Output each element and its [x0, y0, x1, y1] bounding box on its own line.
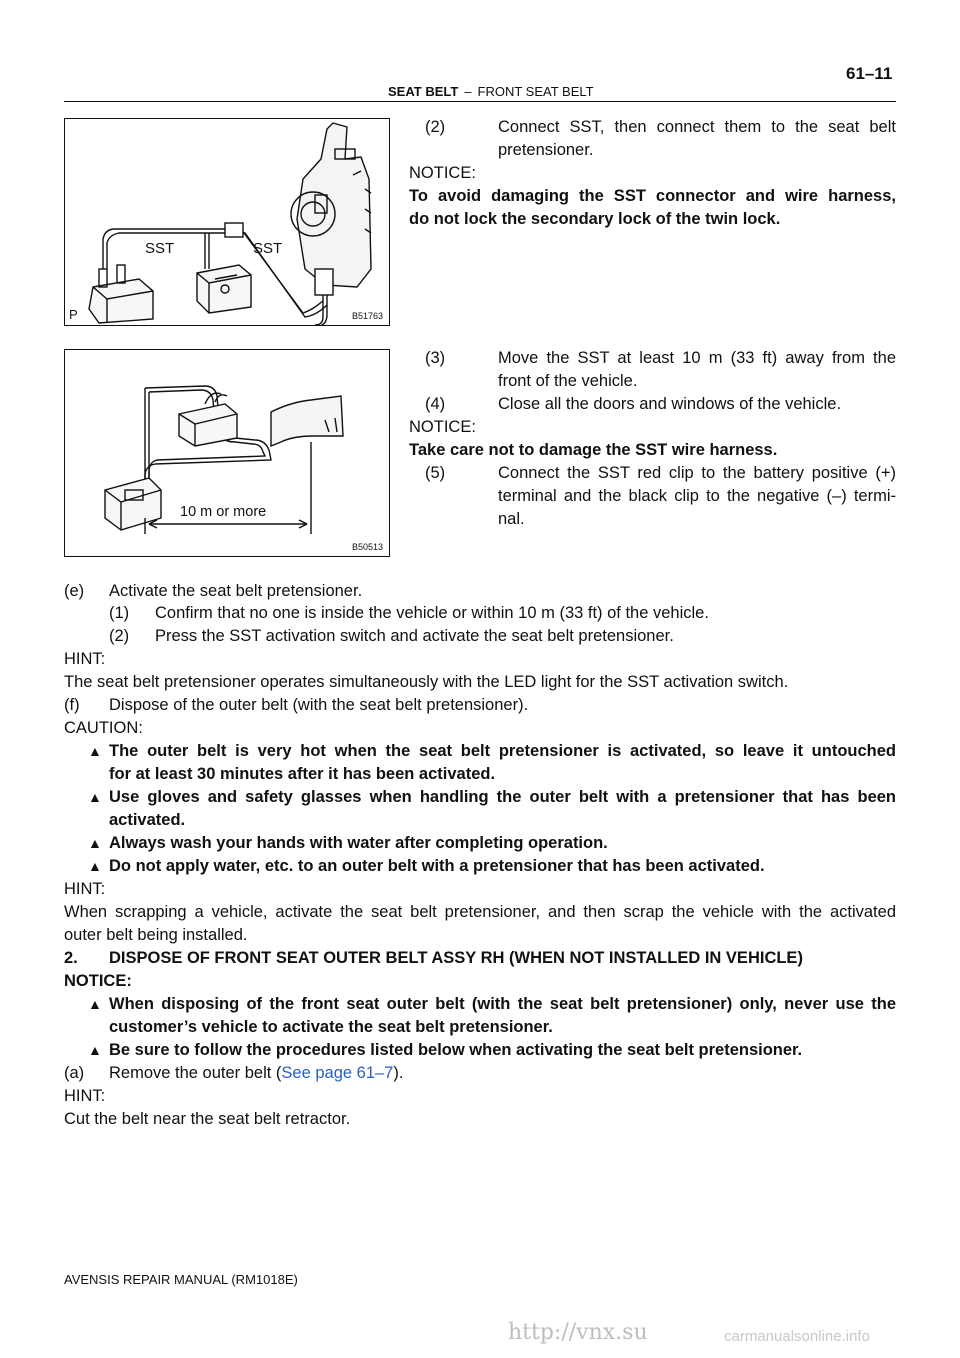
- step-f-number: (f): [64, 696, 80, 714]
- subsection-title: FRONT SEAT BELT: [477, 84, 594, 99]
- hint-2-line-2: outer belt being installed.: [64, 926, 248, 944]
- step-a-text-pre: Remove the outer belt (: [109, 1064, 282, 1082]
- notice-bullet-1-icon: ▲: [88, 996, 102, 1012]
- figure-code-2: B50513: [352, 542, 384, 552]
- notice-1-label: NOTICE:: [409, 164, 476, 182]
- watermark-site: carmanualsonline.info: [724, 1328, 870, 1345]
- step-a-number: (a): [64, 1064, 85, 1082]
- caution-3-text: Always wash your hands with water after completing operation.: [109, 834, 608, 852]
- see-page-link[interactable]: See page 61–7: [281, 1064, 394, 1082]
- header-separator: –: [464, 84, 472, 99]
- notice-3-bullet-1-line-2: customer’s vehicle to activate the seat belt pretensioner.: [109, 1018, 553, 1036]
- figure-sst-connection: [64, 118, 390, 326]
- caution-bullet-1-icon: ▲: [88, 743, 102, 759]
- hint-3-label: HINT:: [64, 1087, 106, 1105]
- step-a-text-post: ).: [393, 1064, 404, 1082]
- step-3-number: (3): [425, 349, 446, 367]
- hint-1-text: The seat belt pretensioner operates simultaneously with the LED light for the SST activation switch.: [64, 673, 789, 691]
- hint-1-label: HINT:: [64, 650, 106, 668]
- step-5-line-2: terminal and the black clip to the negative (–) termi-: [498, 487, 896, 505]
- section-title: SEAT BELT: [388, 84, 459, 99]
- caution-4-text: Do not apply water, etc. to an outer belt with a pretensioner that has been activated.: [109, 857, 765, 875]
- step-e2-number: (2): [109, 627, 130, 645]
- caution-1-line-1: The outer belt is very hot when the seat belt pretensioner is activated, so leave it untouched: [109, 742, 896, 760]
- caution-bullet-3-icon: ▲: [88, 835, 102, 851]
- page-number: 61–11: [846, 64, 893, 83]
- notice-1-line-2: do not lock the secondary lock of the twin lock.: [409, 210, 781, 228]
- step-4-text: Close all the doors and windows of the vehicle.: [498, 395, 842, 413]
- step-f-text: Dispose of the outer belt (with the seat belt pretensioner).: [109, 696, 529, 714]
- sst-distance-illustration: [65, 350, 389, 556]
- caution-2-line-1: Use gloves and safety glasses when handling the outer belt with a pretensioner that has been: [109, 788, 896, 806]
- step-5-number: (5): [425, 464, 446, 482]
- sst-connection-illustration: [65, 119, 389, 325]
- step-3-line-2: front of the vehicle.: [498, 372, 638, 390]
- caution-label: CAUTION:: [64, 719, 143, 737]
- watermark-link[interactable]: http://vnx.su: [508, 1320, 648, 1345]
- notice-3-bullet-2: Be sure to follow the procedures listed below when activating the seat belt pretensioner.: [109, 1041, 803, 1059]
- step-4-number: (4): [425, 395, 446, 413]
- caution-bullet-4-icon: ▲: [88, 858, 102, 874]
- notice-3-bullet-1-line-1: When disposing of the front seat outer belt (with the seat belt pretensioner) only, never use the: [109, 995, 896, 1013]
- distance-label: 10 m or more: [180, 504, 267, 520]
- caution-2-line-2: activated.: [109, 811, 186, 829]
- step-3-line-1: Move the SST at least 10 m (33 ft) away from the: [498, 349, 896, 367]
- step-5-line-3: nal.: [498, 510, 525, 528]
- figure-corner-mark: P: [69, 307, 78, 322]
- step-e1-text: Confirm that no one is inside the vehicle or within 10 m (33 ft) of the vehicle.: [155, 604, 709, 622]
- footer-manual-title: AVENSIS REPAIR MANUAL (RM1018E): [64, 1272, 298, 1287]
- notice-3-label: NOTICE:: [64, 972, 132, 990]
- step-e2-text: Press the SST activation switch and activate the seat belt pretensioner.: [155, 627, 674, 645]
- hint-3-text: Cut the belt near the seat belt retractor.: [64, 1110, 351, 1128]
- sst-label-left: SST: [145, 240, 175, 257]
- notice-2-text: Take care not to damage the SST wire harness.: [409, 441, 778, 459]
- step-5-line-1: Connect the SST red clip to the battery positive (+): [498, 464, 896, 482]
- figure-code: B51763: [352, 311, 384, 321]
- header-rule: [64, 101, 896, 102]
- step-a-text: [109, 1062, 403, 1084]
- step-2-number: (2): [425, 118, 446, 136]
- step-2-line-2: pretensioner.: [498, 141, 594, 159]
- notice-1-line-1: To avoid damaging the SST connector and wire harness,: [409, 187, 896, 205]
- hint-2-label: HINT:: [64, 880, 106, 898]
- notice-bullet-2-icon: ▲: [88, 1042, 102, 1058]
- notice-2-label: NOTICE:: [409, 418, 476, 436]
- section-2-number: 2.: [64, 949, 78, 967]
- step-e-text: Activate the seat belt pretensioner.: [109, 582, 363, 600]
- section-2-heading: DISPOSE OF FRONT SEAT OUTER BELT ASSY RH (WHEN NOT INSTALLED IN VEHICLE): [109, 949, 803, 967]
- step-e1-number: (1): [109, 604, 130, 622]
- step-e-number: (e): [64, 582, 85, 600]
- caution-bullet-2-icon: ▲: [88, 789, 102, 805]
- section-header: [388, 84, 594, 99]
- step-2-line-1: Connect SST, then connect them to the seat belt: [498, 118, 896, 136]
- caution-1-line-2: for at least 30 minutes after it has been activated.: [109, 765, 496, 783]
- figure-sst-distance: [64, 349, 390, 557]
- sst-label-right: SST: [253, 240, 283, 257]
- hint-2-line-1: When scrapping a vehicle, activate the seat belt pretensioner, and then scrap the vehicle with the activated: [64, 903, 896, 921]
